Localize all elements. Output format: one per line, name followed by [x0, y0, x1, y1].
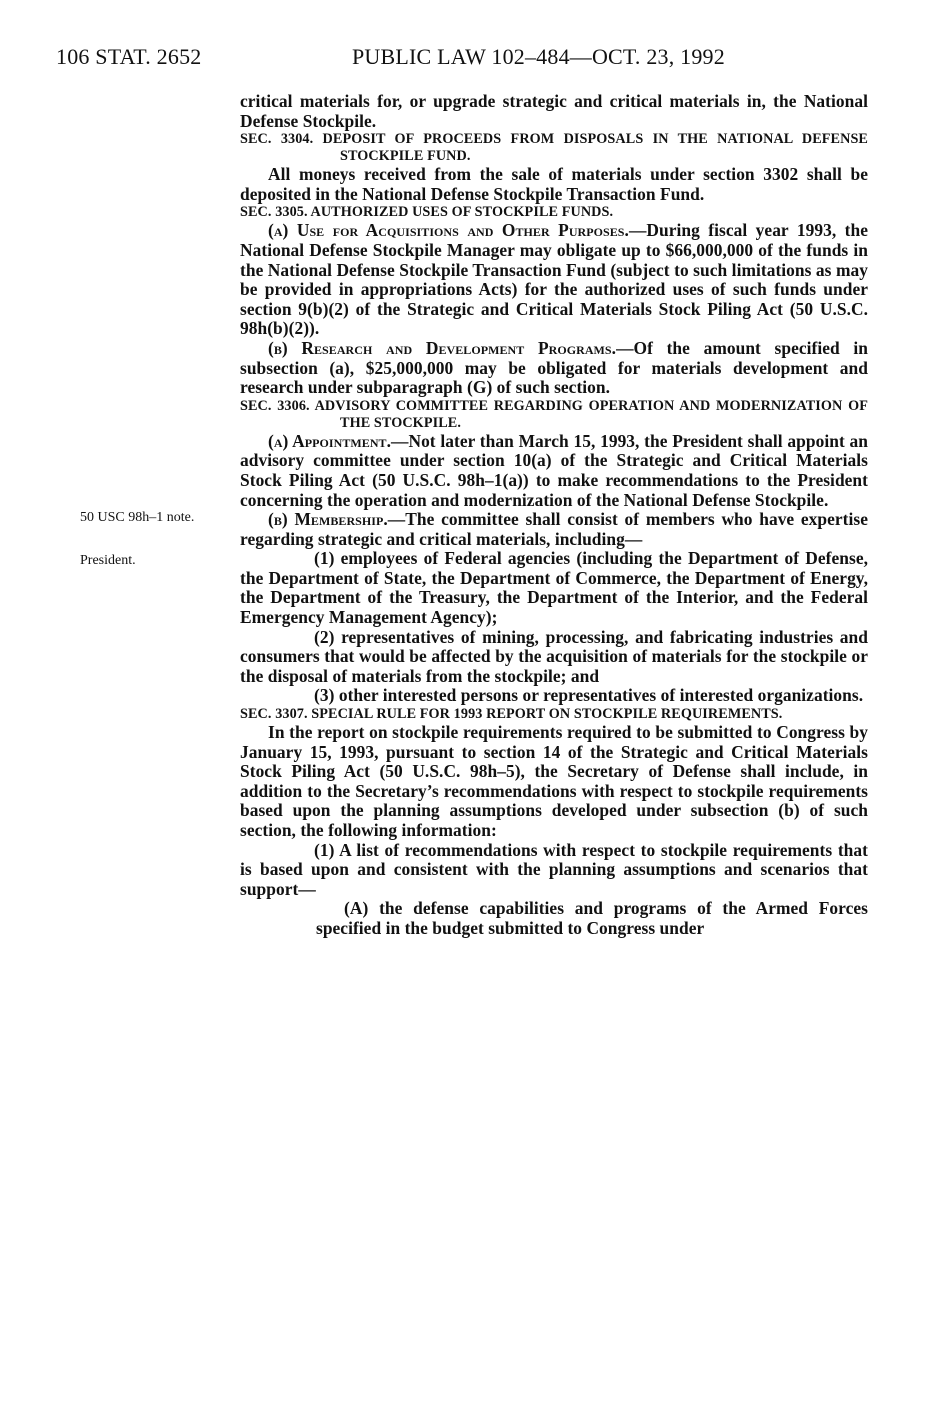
- statute-page-reference: 106 STAT. 2652: [56, 44, 202, 69]
- subsection-b-caption: (b) Membership.: [268, 509, 388, 530]
- section-3306-heading: SEC. 3306. ADVISORY COMMITTEE REGARDING OPERATION AND MODERNIZATION OF THE STOCKPILE.: [240, 397, 868, 431]
- section-3306-subsection-b: [240, 510, 868, 549]
- membership-item-2: (2) representatives of mining, processing, and fabricating industries and consumers that would be affected by the acquisition of materials for the stockpile or the disposal of materials from the stockpile; and: [240, 626, 868, 686]
- margin-note-president: President.: [80, 553, 136, 568]
- section-3304-heading: SEC. 3304. DEPOSIT OF PROCEEDS FROM DISPOSALS IN THE NATIONAL DEFENSE STOCKPILE FUND.: [240, 131, 868, 165]
- subsection-a-text: —During fiscal year 1993, the National Defense Stockpile Manager may obligate up to $66,000,000 of the funds in the National Defense Stockpile Transaction Fund (subject to such limitations as may be provided in appropriations Acts) for the authorized uses of such funds under section 9(b)(2) of the Strategic and Critical Materials Stock Piling Act (50 U.S.C. 98h(b)(2)).: [240, 220, 869, 339]
- section-3307-heading: SEC. 3307. SPECIAL RULE FOR 1993 REPORT ON STOCKPILE REQUIREMENTS.: [240, 706, 783, 723]
- report-item-1-A: (A) the defense capabilities and programs of the Armed Forces specified in the budget submitted to Congress under: [316, 898, 868, 938]
- section-3305-heading: SEC. 3305. AUTHORIZED USES OF STOCKPILE FUNDS.: [240, 204, 614, 221]
- membership-item-3: (3) other interested persons or representatives of interested organizations.: [314, 685, 864, 706]
- subsection-b-text: —Of the amount specified in subsection (a), $25,000,000 may be obligated for materials development and research under subparagraph (G) of such section.: [240, 337, 868, 398]
- section-3307-text: In the report on stockpile requirements required to be submitted to Congress by January 15, 1993, pursuant to section 14 of the Strategic and Critical Materials Stock Piling Act (50 U.S.C. 98h–5), the Secretary of Defense shall include, in addition to the Secretary’s recommendations with respect to stockpile requirements based upon the planning assumptions developed under subsection (b) of such section, the following information:: [240, 722, 868, 840]
- membership-item-1: (1) employees of Federal agencies (including the Department of Defense, the Department of State, the Department of Commerce, the Department of Energy, the Department of the Treasury, the Department of the Interior, and the Federal Emergency Management Agency);: [240, 548, 868, 628]
- public-law-reference: PUBLIC LAW 102–484—OCT. 23, 1992: [352, 44, 725, 69]
- subsection-a-caption: (a) Appointment.: [268, 430, 392, 451]
- subsection-a-caption: (a) Use for Acquisitions and Other Purposes.: [268, 220, 629, 241]
- continuation-paragraph: critical materials for, or upgrade strategic and critical materials in, the National Defense Stockpile.: [240, 91, 868, 131]
- section-3306-subsection-a: [240, 432, 868, 510]
- report-item-1: (1) A list of recommendations with respect to stockpile requirements that is based upon and consistent with the planning assumptions and scenarios that support—: [240, 839, 868, 899]
- section-3305-subsection-b: [240, 339, 868, 398]
- subsection-a-text: —Not later than March 15, 1993, the President shall appoint an advisory committee under section 10(a) of the Strategic and Critical Materials Stock Piling Act (50 U.S.C. 98h–1(a)) to make recommendations to the President concerning the operation and modernization of the National Defense Stockpile.: [240, 430, 868, 510]
- margin-note-usc: 50 USC 98h–1 note.: [80, 510, 195, 525]
- document-body: [240, 92, 868, 939]
- section-3305-subsection-a: [240, 221, 868, 339]
- subsection-b-text: —The committee shall consist of members who have expertise regarding strategic and critical materials, including—: [240, 509, 868, 549]
- section-3304-text: All moneys received from the sale of materials under section 3302 shall be deposited in the National Defense Stockpile Transaction Fund.: [240, 164, 868, 204]
- subsection-b-caption: (b) Research and Development Programs.: [268, 337, 617, 358]
